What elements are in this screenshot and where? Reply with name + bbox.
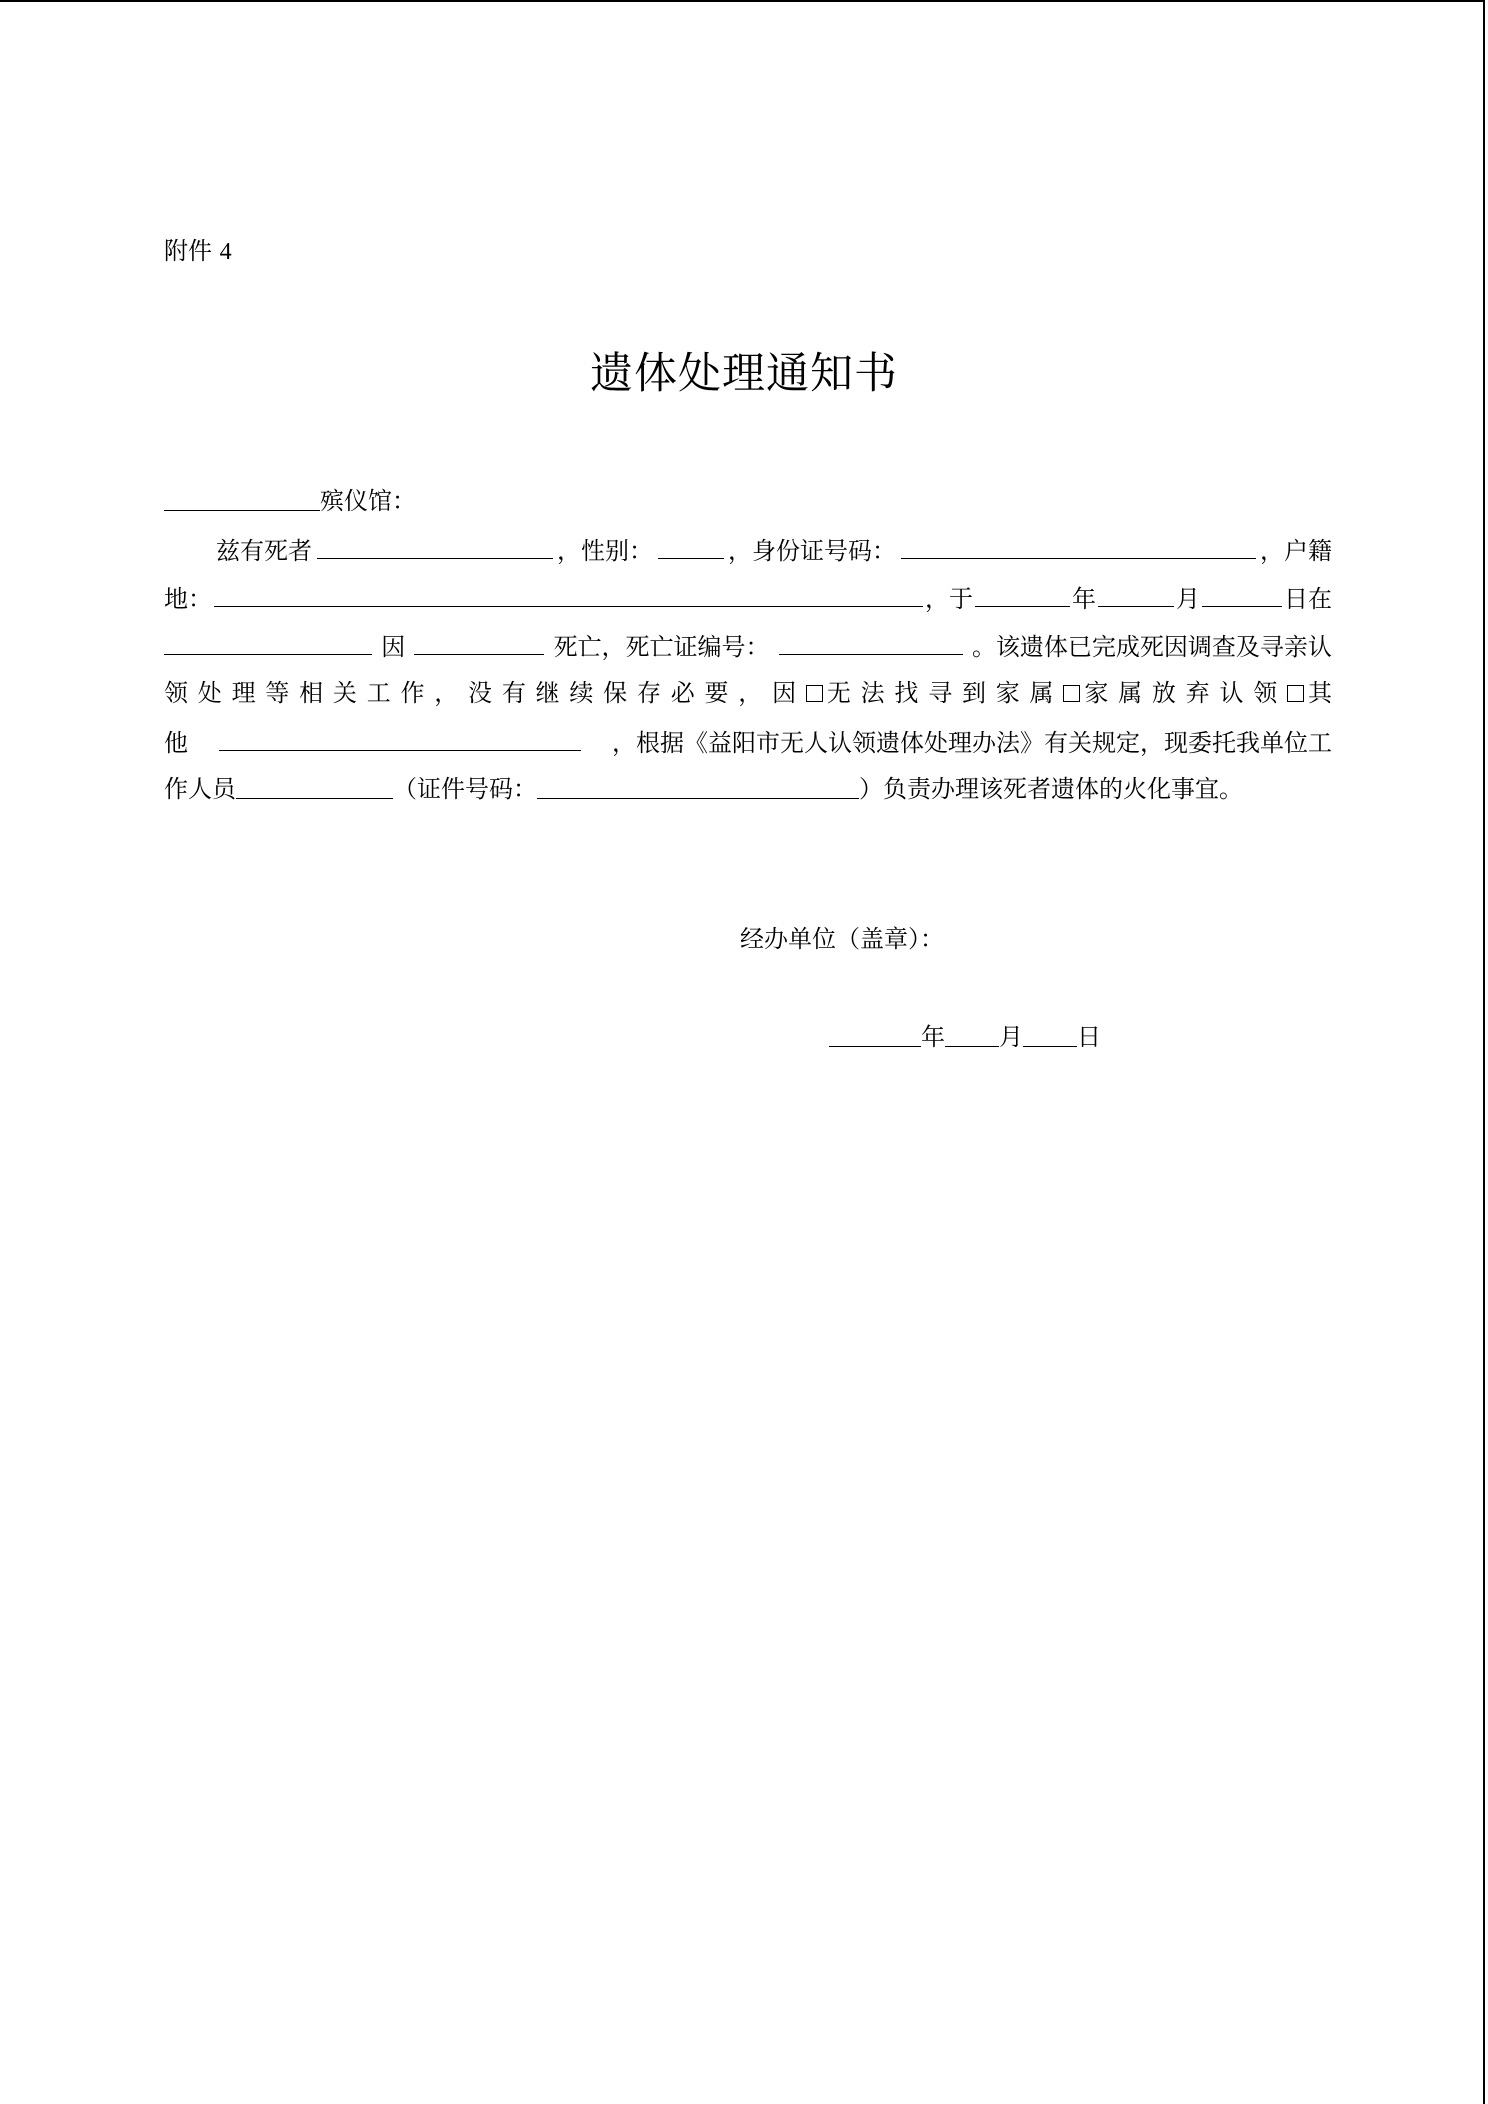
cause-label: 因 (381, 633, 406, 661)
option-char: 家 (1084, 679, 1109, 707)
option-char: 属 (1029, 679, 1054, 707)
option-char: 法 (860, 679, 885, 707)
option-char: 认 (1219, 679, 1244, 707)
reason-text-char: 理 (231, 679, 256, 707)
id-number-blank[interactable] (901, 532, 1256, 559)
deceased-name-blank[interactable] (317, 532, 553, 559)
option-char: 属 (1118, 679, 1143, 707)
body-line-4 (164, 628, 1332, 662)
attachment-label (164, 236, 232, 267)
death-cause-blank[interactable] (414, 628, 544, 655)
addressee-line (164, 484, 1332, 518)
option-char: 无 (826, 679, 851, 707)
option-char: 寻 (928, 679, 953, 707)
sign-year-blank[interactable] (829, 1020, 921, 1047)
body-line-6 (164, 724, 1332, 758)
death-cert-number-blank[interactable] (779, 628, 963, 655)
reason-text-char: 关 (332, 679, 357, 707)
sign-year-label: 年 (921, 1023, 945, 1051)
gender-label: ，性别： (557, 537, 653, 565)
checkbox-family-abandoned[interactable] (1063, 685, 1080, 702)
reason-text-char: 作 (400, 679, 425, 707)
option-char: 放 (1151, 679, 1176, 707)
death-cert-label: 死亡，死亡证编号： (553, 633, 770, 661)
reason-text-char: 没 (468, 679, 493, 707)
cert-number-label: （证件号码： (393, 775, 537, 803)
reason-text-char: ， (434, 679, 459, 707)
reason-text-char: 相 (299, 679, 324, 707)
attachment-number: 4 (219, 239, 232, 265)
reason-text-char: 因 (772, 679, 797, 707)
death-year-blank[interactable] (975, 580, 1070, 607)
staff-name-blank[interactable] (236, 772, 393, 799)
sign-month-blank[interactable] (945, 1020, 999, 1047)
body-line-5 (164, 676, 1332, 710)
reason-text-char: ， (738, 679, 763, 707)
sign-month-label: 月 (999, 1023, 1023, 1051)
on-date-label: ，于 (925, 585, 973, 613)
option-other[interactable] (1287, 676, 1332, 710)
option-char: 家 (995, 679, 1020, 707)
sign-date-line (829, 1020, 1101, 1054)
reason-text-char: 领 (164, 679, 188, 707)
regulation-text: ，根据《益阳市无人认领遗体处理办法》有关规定，现委托我单位工 (612, 729, 1332, 757)
reason-text-char: 必 (670, 679, 695, 707)
body-line-3 (164, 580, 1332, 614)
funeral-home-blank[interactable] (164, 484, 320, 511)
checkbox-no-family[interactable] (806, 685, 823, 702)
option-char: 找 (894, 679, 919, 707)
household-place-label: 地： (164, 585, 212, 613)
option-no-family[interactable] (806, 676, 851, 710)
gender-blank[interactable] (658, 532, 724, 559)
reason-text-char: 处 (197, 679, 222, 707)
reason-text-char: 要 (704, 679, 729, 707)
body-line-7 (164, 772, 1332, 806)
year-label: 年 (1072, 585, 1096, 613)
option-char: 弃 (1185, 679, 1210, 707)
household-label: ，户籍 (1260, 537, 1332, 565)
other-label: 他 (164, 729, 188, 757)
deceased-label: 兹有死者 (216, 537, 312, 565)
reason-text-char: 等 (265, 679, 290, 707)
death-month-blank[interactable] (1098, 580, 1174, 607)
month-label: 月 (1176, 585, 1200, 613)
option-char: 其 (1308, 679, 1332, 707)
option-family-abandoned[interactable] (1063, 676, 1108, 710)
option-char: 领 (1253, 679, 1278, 707)
attachment-prefix: 附件 (164, 237, 212, 265)
handling-unit-label: 经办单位（盖章）： (740, 925, 944, 953)
checkbox-other[interactable] (1287, 685, 1304, 702)
other-reason-blank[interactable] (219, 724, 581, 751)
reason-text-char: 继 (535, 679, 560, 707)
sign-day-blank[interactable] (1023, 1020, 1077, 1047)
sign-day-label: 日 (1077, 1023, 1101, 1051)
addressee-suffix: 殡仪馆： (320, 487, 416, 515)
death-day-blank[interactable] (1202, 580, 1282, 607)
staff-label: 作人员 (164, 775, 236, 803)
document-title: 遗体处理通知书 (590, 349, 898, 399)
household-place-blank[interactable] (214, 580, 923, 607)
day-at-label: 日在 (1284, 585, 1332, 613)
cremation-text: ）负责办理该死者遗体的火化事宜。 (859, 775, 1243, 803)
reason-text-char: 有 (501, 679, 526, 707)
reason-text-char: 工 (366, 679, 391, 707)
staff-cert-number-blank[interactable] (537, 772, 859, 799)
reason-text-char: 续 (569, 679, 594, 707)
id-number-label: ，身份证号码： (728, 537, 896, 565)
reason-text-char: 存 (636, 679, 661, 707)
death-place-blank[interactable] (164, 628, 372, 655)
body-line-2 (164, 532, 1332, 566)
investigation-text: 。该遗体已完成死因调查及寻亲认 (971, 633, 1332, 661)
option-char: 到 (961, 679, 986, 707)
reason-text-char: 保 (603, 679, 628, 707)
